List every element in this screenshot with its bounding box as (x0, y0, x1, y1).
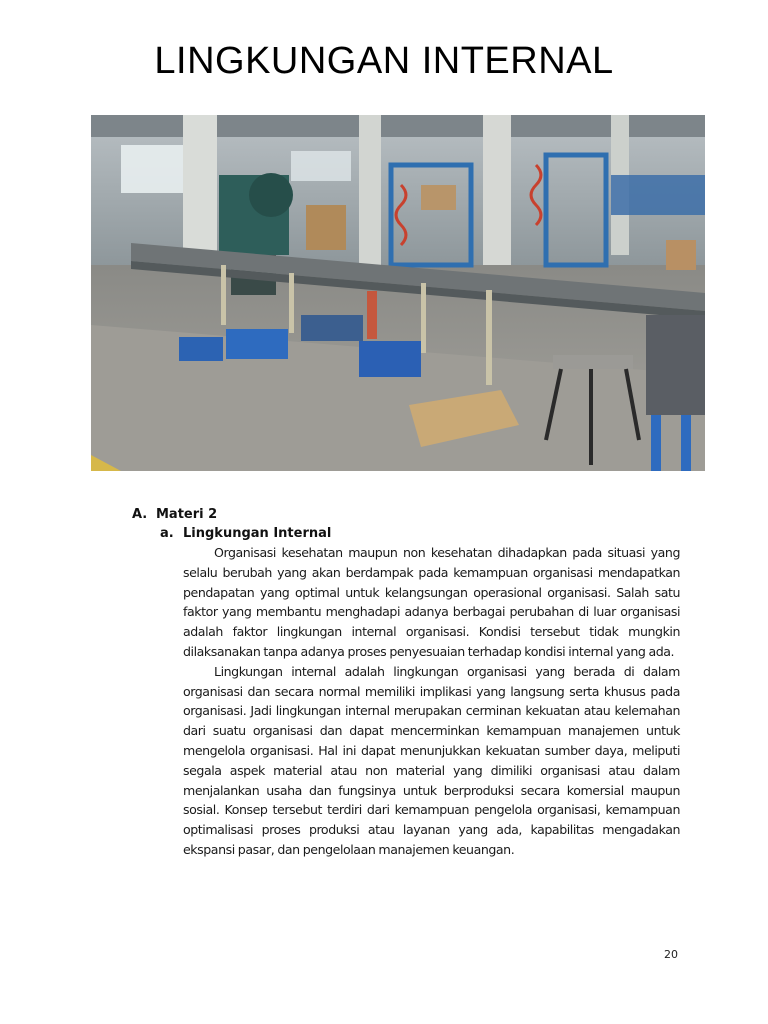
paragraph: Organisasi kesehatan maupun non kesehatan dihadapkan pada situasi yang selalu berubah yang akan berdampak pada kemampuan organisasi mendapatkan pendapatan yang optimal untuk kelangsungan operasional organisasi. Salah satu faktor yang membantu menghadapi adanya berbagai perubahan di luar organisasi adalah faktor lingkungan internal organisasi. Kondisi tersebut tidak mungkin dilaksanakan tanpa adanya proses penyesuaian terhadap kondisi internal yang ada. (183, 545, 680, 659)
factory-floor-photo (91, 115, 705, 471)
subsection-marker: a. (160, 526, 174, 541)
subsection-title: Lingkungan Internal (183, 526, 332, 541)
page-number: 20 (664, 948, 678, 961)
subsection-heading (160, 524, 692, 543)
section-marker: A. (132, 507, 148, 522)
factory-floor-illustration (91, 115, 705, 471)
section-materi (132, 505, 692, 543)
page-title: LINGKUNGAN INTERNAL (154, 40, 614, 82)
paragraph: Lingkungan internal adalah lingkungan organisasi yang berada di dalam organisasi dan secara normal memiliki implikasi yang langsung serta khusus pada organisasi. Jadi lingkungan internal merupakan cerminan kekuatan atau kelemahan dari suatu organisasi dan dapat mencerminkan kemampuan manajemen untuk mengelola organisasi. Hal ini dapat menunjukkan kekuatan sumber daya, meliputi segala aspek material atau non material yang dimiliki organisasi atau dalam menjalankan usaha dan fungsinya untuk berproduksi secara komersial maupun sosial. Konsep tersebut terdiri dari kemampuan pengelola organisasi, kemampuan optimalisasi proses produksi atau layanan yang ada, kapabilitas mengadakan ekspansi pasar, dan pengelolaan manajemen keuangan. (183, 663, 680, 857)
section-heading (132, 505, 692, 524)
body-text (183, 543, 680, 860)
section-title: Materi 2 (156, 507, 218, 522)
